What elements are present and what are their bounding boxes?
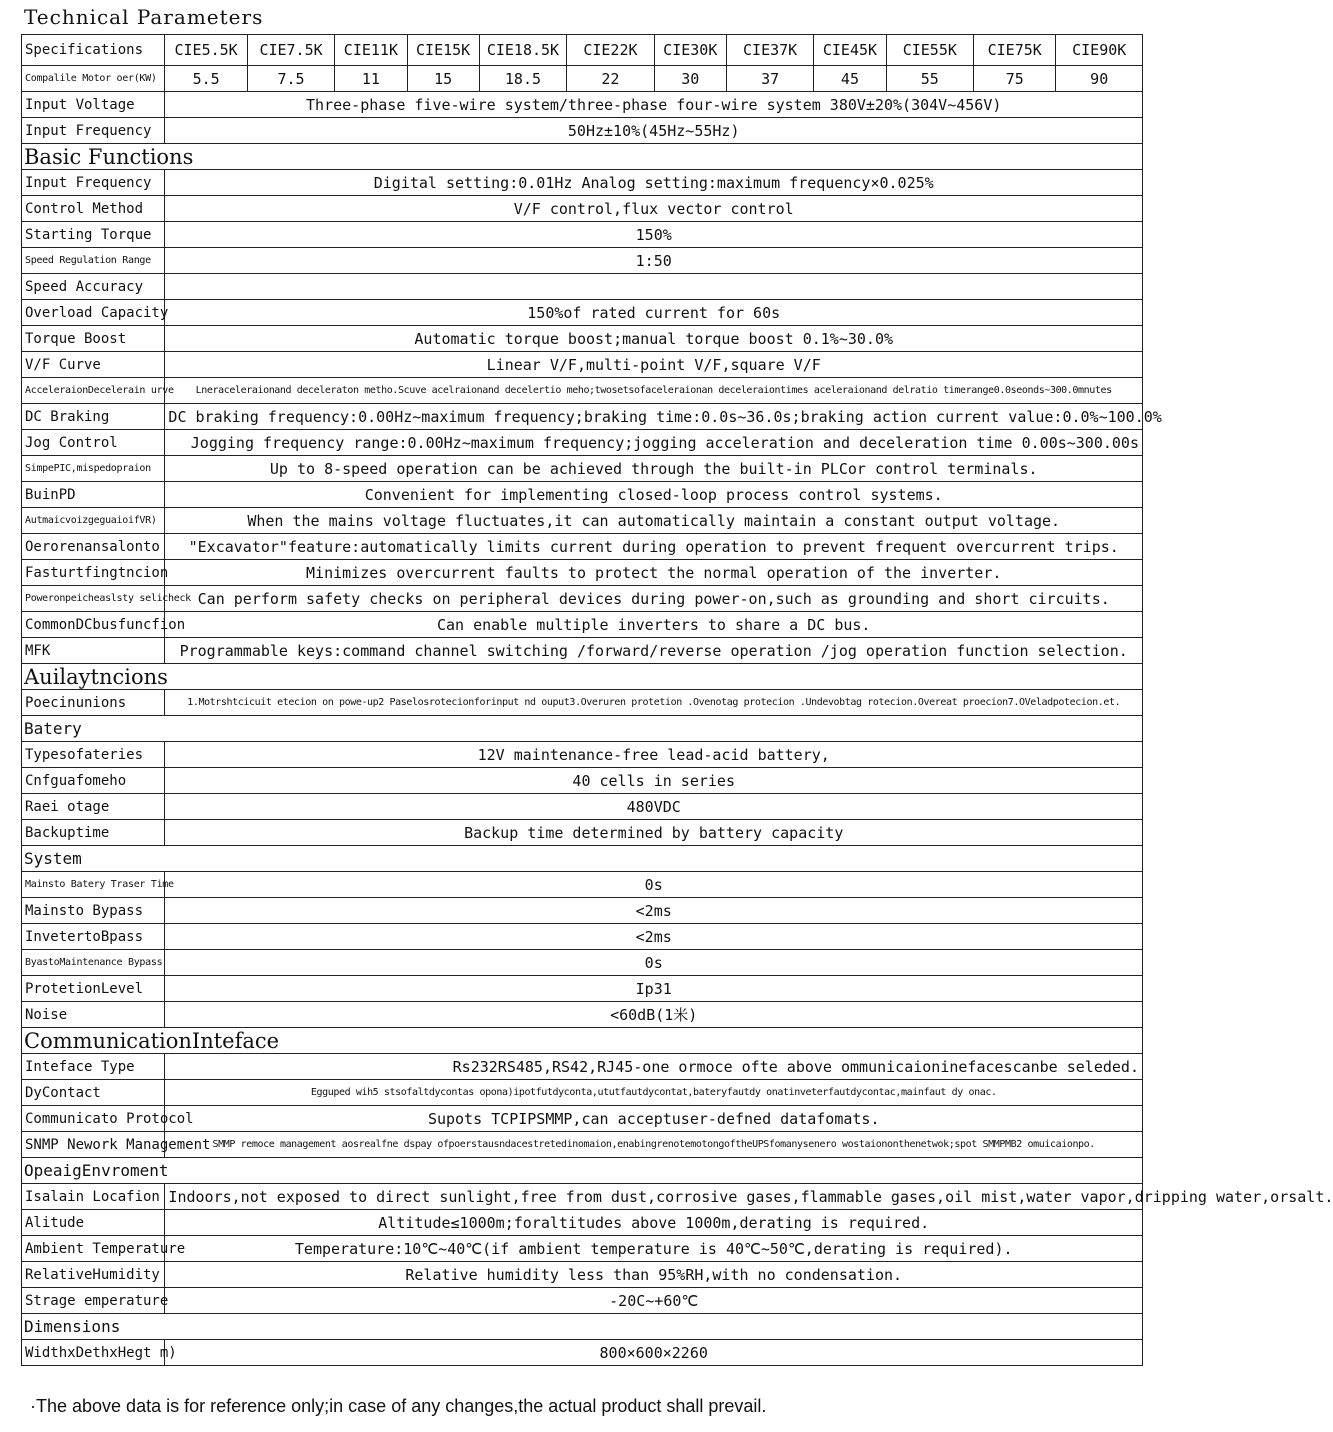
- table-row: [22, 872, 1143, 898]
- row-value: 150%of rated current for 60s: [165, 300, 1143, 326]
- model-cell: CIE5.5K: [165, 35, 247, 66]
- row-value: Temperature:10℃~40℃(if ambient temperature is 40℃~50℃,derating is required).: [165, 1236, 1143, 1262]
- row-label: Input Voltage: [22, 92, 165, 118]
- section-header-row: [22, 144, 1143, 170]
- row-label: Mainsto Batery Traser Time: [22, 872, 165, 898]
- row-label: Oerorenansalonto: [22, 534, 165, 560]
- table-row: [22, 1184, 1143, 1210]
- row-value: Up to 8-speed operation can be achieved through the built-in PLCor control terminals.: [165, 456, 1143, 482]
- row-value: 12V maintenance-free lead-acid battery,: [165, 742, 1143, 768]
- table-row: [22, 768, 1143, 794]
- row-label: AcceleraionDecelerain urve: [22, 378, 165, 404]
- row-value: Digital setting:0.01Hz Analog setting:maximum frequency×0.025%: [165, 170, 1143, 196]
- row-label: BuinPD: [22, 482, 165, 508]
- row-label: CommonDCbusfuncfion: [22, 612, 165, 638]
- table-row: [22, 300, 1143, 326]
- power-cell: 30: [654, 66, 726, 92]
- row-label: Input Frequency: [22, 170, 165, 196]
- row-label: ByastoMaintenance Bypass: [22, 950, 165, 976]
- table-row: [22, 1210, 1143, 1236]
- row-label: InvetertoBpass: [22, 924, 165, 950]
- row-value: Egguped wih5 stsofaltdycontas opona)ipotfutdyconta,ututfautdycontat,bateryfautdy onatinveterfautdycontac,mainfaut dy onac.: [165, 1080, 1143, 1106]
- row-value: When the mains voltage fluctuates,it can automatically maintain a constant output voltage.: [165, 508, 1143, 534]
- row-label: Control Method: [22, 196, 165, 222]
- page-title: Technical Parameters: [24, 5, 264, 29]
- section-header-row: [22, 716, 1143, 742]
- row-value: 50Hz±10%(45Hz~55Hz): [165, 118, 1143, 144]
- table-row: [22, 352, 1143, 378]
- section-heading: Dimensions: [22, 1314, 1143, 1340]
- table-row: [22, 586, 1143, 612]
- table-row: [22, 950, 1143, 976]
- model-header-row: [22, 35, 1143, 66]
- section-heading: Auilaytncions: [22, 664, 1143, 690]
- row-value: 150%: [165, 222, 1143, 248]
- row-value: Lneraceleraionand deceleraton metho.Scuve acelraionand decelertio meho;twosetsofaceleraionan deceleraiontimes aceleraionand delratio timerange0.0seonds~300.0mnutes: [165, 378, 1143, 404]
- row-value: [165, 274, 1143, 300]
- table-row: [22, 456, 1143, 482]
- row-label: ProtetionLevel: [22, 976, 165, 1002]
- row-label: AutmaicvoizgeguaioifVR): [22, 508, 165, 534]
- table-row: [22, 1132, 1143, 1158]
- row-value: Backup time determined by battery capacity: [165, 820, 1143, 846]
- row-label: Jog Control: [22, 430, 165, 456]
- row-label: Input Frequency: [22, 118, 165, 144]
- model-cell: CIE55K: [886, 35, 973, 66]
- table-row: [22, 1236, 1143, 1262]
- power-cell: 22: [567, 66, 654, 92]
- table-row: [22, 560, 1143, 586]
- table-row: [22, 404, 1143, 430]
- row-value: Relative humidity less than 95%RH,with no condensation.: [165, 1262, 1143, 1288]
- row-value: Rs232RS485,RS42,RJ45-one ormoce ofte above ommunicaioninefacescanbe seleded.: [165, 1054, 1143, 1080]
- model-cell: CIE37K: [726, 35, 813, 66]
- row-value: <60dB(1米): [165, 1002, 1143, 1028]
- row-value: Can enable multiple inverters to share a DC bus.: [165, 612, 1143, 638]
- table-row: [22, 248, 1143, 274]
- section-heading: CommunicationInteface: [22, 1028, 1143, 1054]
- table-row: [22, 612, 1143, 638]
- row-label: Backuptime: [22, 820, 165, 846]
- model-cell: CIE90K: [1056, 35, 1143, 66]
- row-label: Noise: [22, 1002, 165, 1028]
- table-row: [22, 1262, 1143, 1288]
- row-value: "Excavator"feature:automatically limits current during operation to prevent frequent overcurrent trips.: [165, 534, 1143, 560]
- power-cell: 11: [335, 66, 407, 92]
- row-label: Starting Torque: [22, 222, 165, 248]
- row-value: 800×600×2260: [165, 1340, 1143, 1366]
- table-row: [22, 170, 1143, 196]
- row-label: SimpePIC,mispedopraion: [22, 456, 165, 482]
- row-label: Strage emperature: [22, 1288, 165, 1314]
- power-cell: 15: [407, 66, 479, 92]
- section-header-row: [22, 664, 1143, 690]
- row-value: Minimizes overcurrent faults to protect the normal operation of the inverter.: [165, 560, 1143, 586]
- power-cell: 90: [1056, 66, 1143, 92]
- footer-note: ·The above data is for reference only;in case of any changes,the actual product shall prevail.: [30, 1396, 767, 1416]
- row-label: Poweronpeicheaslsty selicheck: [22, 586, 165, 612]
- power-cell: 18.5: [479, 66, 566, 92]
- table-row: [22, 794, 1143, 820]
- table-row: [22, 742, 1143, 768]
- row-value: Automatic torque boost;manual torque boost 0.1%~30.0%: [165, 326, 1143, 352]
- model-cell: CIE22K: [567, 35, 654, 66]
- table-row: [22, 1288, 1143, 1314]
- table-row: [22, 1106, 1143, 1132]
- power-cell: 55: [886, 66, 973, 92]
- spec-label: Specifications: [22, 35, 165, 66]
- spec-table: [21, 34, 1333, 1366]
- row-value: 1.Motrshtcicuit etecion on powe-up2 Paselosrotecionforinput nd ouput3.Overuren protetion .Ovenotag protecion .Undevobtag rotecion.Overeat proecion7.OVeladpotecion.et.: [165, 690, 1143, 716]
- row-value: DC braking frequency:0.00Hz~maximum frequency;braking time:0.0s~36.0s;braking action current value:0.0%~100.0%: [165, 404, 1143, 430]
- row-value: <2ms: [165, 898, 1143, 924]
- row-label: SNMP Nework Management: [22, 1132, 165, 1158]
- row-label: Ambient Temperature: [22, 1236, 165, 1262]
- row-label: Cnfguafomeho: [22, 768, 165, 794]
- table-row: [22, 898, 1143, 924]
- row-label: DC Braking: [22, 404, 165, 430]
- table-row: [22, 118, 1143, 144]
- table-row: [22, 274, 1143, 300]
- row-label: Inteface Type: [22, 1054, 165, 1080]
- row-value: V/F control,flux vector control: [165, 196, 1143, 222]
- table-row: [22, 508, 1143, 534]
- table-row: [22, 1054, 1143, 1080]
- row-label: Torque Boost: [22, 326, 165, 352]
- row-label: Mainsto Bypass: [22, 898, 165, 924]
- row-value: 1:50: [165, 248, 1143, 274]
- row-value: 0s: [165, 950, 1143, 976]
- row-label: RelativeHumidity: [22, 1262, 165, 1288]
- model-cell: CIE30K: [654, 35, 726, 66]
- row-label: Typesofateries: [22, 742, 165, 768]
- row-label: Speed Regulation Range: [22, 248, 165, 274]
- row-value: Altitude≤1000m;foraltitudes above 1000m,derating is required.: [165, 1210, 1143, 1236]
- row-value: SMMP remoce management aosrealfne dspay ofpoerstausndacestretedinomaion,enabingrenotemotongoftheUPSfomanysenero wostaiononthenetwok;spot SMMPMB2 omuicaionpo.: [165, 1132, 1143, 1158]
- power-label: Compalile Motor oer(KW): [22, 66, 165, 92]
- row-value: <2ms: [165, 924, 1143, 950]
- row-value: Convenient for implementing closed-loop process control systems.: [165, 482, 1143, 508]
- section-heading: System: [22, 846, 1143, 872]
- power-cell: 7.5: [247, 66, 334, 92]
- row-value: Jogging frequency range:0.00Hz~maximum frequency;jogging acceleration and deceleration time 0.00s~300.00s: [165, 430, 1143, 456]
- section-heading: Basic Functions: [22, 144, 1143, 170]
- table-row: [22, 1002, 1143, 1028]
- row-label: Raei otage: [22, 794, 165, 820]
- row-label: Overload Capacity: [22, 300, 165, 326]
- row-value: 40 cells in series: [165, 768, 1143, 794]
- power-row: [22, 66, 1143, 92]
- row-value: Linear V/F,multi-point V/F,square V/F: [165, 352, 1143, 378]
- table-row: [22, 326, 1143, 352]
- model-cell: CIE45K: [814, 35, 886, 66]
- table-row: [22, 430, 1143, 456]
- table-row: [22, 1340, 1143, 1366]
- row-label: Communicato Protocol: [22, 1106, 165, 1132]
- row-value: 0s: [165, 872, 1143, 898]
- power-cell: 37: [726, 66, 813, 92]
- section-heading: OpeaigEnvroment: [22, 1158, 1143, 1184]
- table-row: [22, 196, 1143, 222]
- table-row: [22, 638, 1143, 664]
- row-value: Indoors,not exposed to direct sunlight,free from dust,corrosive gases,flammable gases,oil mist,water vapor,dripping water,orsalt.: [165, 1184, 1143, 1210]
- model-cell: CIE11K: [335, 35, 407, 66]
- power-cell: 75: [974, 66, 1056, 92]
- model-cell: CIE18.5K: [479, 35, 566, 66]
- table-row: [22, 92, 1143, 118]
- section-header-row: [22, 1314, 1143, 1340]
- table-row: [22, 482, 1143, 508]
- row-label: Fasturtfingtncion: [22, 560, 165, 586]
- row-value: Can perform safety checks on peripheral devices during power-on,such as grounding and short circuits.: [165, 586, 1143, 612]
- table-row: [22, 534, 1143, 560]
- row-value: -20C~+60℃: [165, 1288, 1143, 1314]
- row-label: Alitude: [22, 1210, 165, 1236]
- row-label: V/F Curve: [22, 352, 165, 378]
- row-label: DyContact: [22, 1080, 165, 1106]
- power-cell: 45: [814, 66, 886, 92]
- row-value: Programmable keys:command channel switching /forward/reverse operation /jog operation function selection.: [165, 638, 1143, 664]
- table-row: [22, 976, 1143, 1002]
- section-heading: Batery: [22, 716, 1143, 742]
- table-row: [22, 924, 1143, 950]
- section-header-row: [22, 1158, 1143, 1184]
- row-label: Poecinunions: [22, 690, 165, 716]
- model-cell: CIE7.5K: [247, 35, 334, 66]
- table-row: [22, 378, 1143, 404]
- power-cell: 5.5: [165, 66, 247, 92]
- row-label: WidthxDethxHegt m): [22, 1340, 165, 1366]
- section-header-row: [22, 1028, 1143, 1054]
- row-value: Three-phase five-wire system/three-phase four-wire system 380V±20%(304V~456V): [165, 92, 1143, 118]
- model-cell: CIE15K: [407, 35, 479, 66]
- row-label: Speed Accuracy: [22, 274, 165, 300]
- row-label: Isalain Locafion: [22, 1184, 165, 1210]
- row-value: 480VDC: [165, 794, 1143, 820]
- table-row: [22, 1080, 1143, 1106]
- row-label: MFK: [22, 638, 165, 664]
- model-cell: CIE75K: [974, 35, 1056, 66]
- table-row: [22, 690, 1143, 716]
- table-row: [22, 222, 1143, 248]
- section-header-row: [22, 846, 1143, 872]
- row-value: Supots TCPIPSMMP,can acceptuser-defned datafomats.: [165, 1106, 1143, 1132]
- row-value: Ip31: [165, 976, 1143, 1002]
- table-row: [22, 820, 1143, 846]
